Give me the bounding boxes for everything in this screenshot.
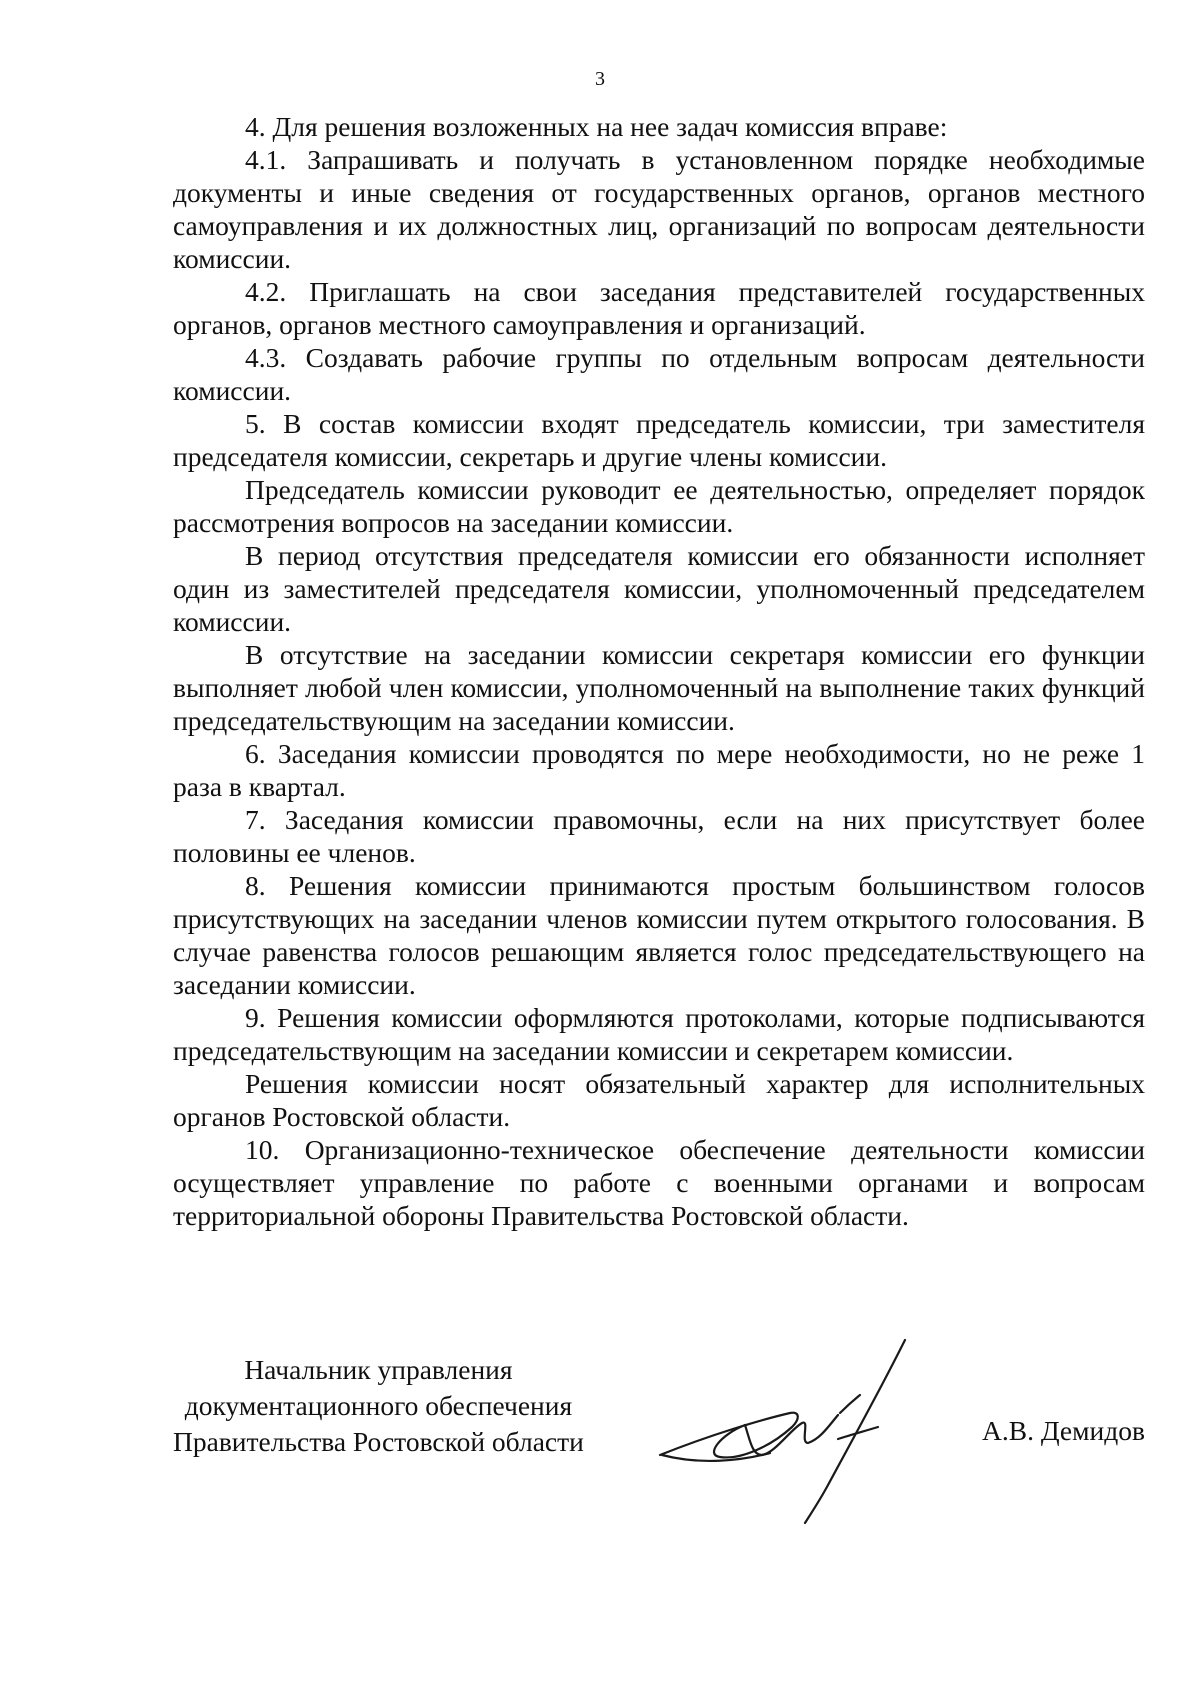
- paragraph-8: 8. Решения комиссии принимаются простым большинством голосов присутствующих на заседании членов комиссии путем открытого голосования. В случае равенства голосов решающим является голос председательствующего на заседании комиссии.: [173, 870, 1145, 1000]
- document-body: [173, 110, 1145, 1232]
- paragraph-4-3: 4.3. Создавать рабочие группы по отдельным вопросам деятельности комиссии.: [173, 342, 1145, 406]
- paragraph-5: 5. В состав комиссии входят председатель комиссии, три заместителя председателя комиссии, секретарь и другие члены комиссии.: [173, 408, 1145, 472]
- paragraph-chairman: Председатель комиссии руководит ее деятельностью, определяет порядок рассмотрения вопросов на заседании комиссии.: [173, 474, 1145, 538]
- signatory-title-line: Правительства Ростовской области: [173, 1426, 584, 1457]
- paragraph-chairman-absence: В период отсутствия председателя комиссии его обязанности исполняет один из заместителей председателя комиссии, уполномоченный председателем комиссии.: [173, 540, 1145, 637]
- paragraph-4-1: 4.1. Запрашивать и получать в установленном порядке необходимые документы и иные сведения от государственных органов, органов местного самоуправления и их должностных лиц, организаций по вопросам деятельности комиссии.: [173, 144, 1145, 274]
- signer-name: А.В. Демидов: [982, 1415, 1145, 1446]
- signatory-title-line: Начальник управления: [244, 1354, 513, 1385]
- paragraph-6: 6. Заседания комиссии проводятся по мере необходимости, но не реже 1 раза в квартал.: [173, 738, 1145, 802]
- paragraph-9: 9. Решения комиссии оформляются протоколами, которые подписываются председательствующим на заседании комиссии и секретарем комиссии.: [173, 1002, 1145, 1066]
- page-number: 3: [595, 68, 605, 90]
- handwritten-signature: [650, 1335, 950, 1525]
- paragraph-secretary-absence: В отсутствие на заседании комиссии секретаря комиссии его функции выполняет любой член комиссии, уполномоченный на выполнение таких функций председательствующим на заседании комиссии.: [173, 639, 1145, 736]
- paragraph-4: 4. Для решения возложенных на нее задач комиссия вправе:: [245, 111, 948, 142]
- paragraph-decisions-binding: Решения комиссии носят обязательный характер для исполнительных органов Ростовской области.: [173, 1068, 1145, 1132]
- paragraph-4-2: 4.2. Приглашать на свои заседания представителей государственных органов, органов местного самоуправления и организаций.: [173, 276, 1145, 340]
- paragraph-10: 10. Организационно-техническое обеспечение деятельности комиссии осуществляет управление по работе с военными органами и вопросам территориальной обороны Правительства Ростовской области.: [173, 1134, 1145, 1231]
- signatory-title: [173, 1352, 584, 1460]
- paragraph-7: 7. Заседания комиссии правомочны, если на них присутствует более половины ее членов.: [173, 804, 1145, 868]
- signatory-title-line: документационного обеспечения: [184, 1390, 573, 1421]
